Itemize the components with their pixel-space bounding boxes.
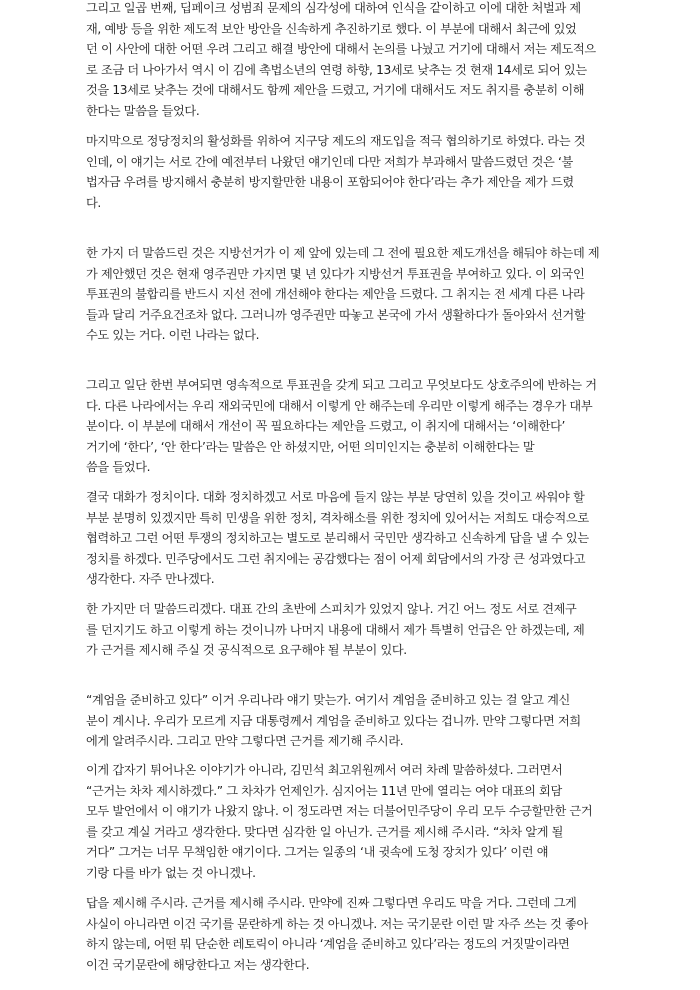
paragraph-district-party: 마지막으로 정당정치의 활성화를 위하여 지구당 제도의 재도입을 적극 협의하기로 하였다. 라는 것 인데, 이 얘기는 서로 간에 예전부터 나왔던 얘기인데 다만 저희가 부과해서 말씀드렸던 것은 ‘불 법자금 우려를 방지해서 충분히 방지할만한 내용이 포함되어야 한다’라는 추가 제안을 제가 드렸 다. — [86, 134, 586, 210]
paragraph-local-election: 한 가지 더 말씀드린 것은 지방선거가 이 제 앞에 있는데 그 전에 필요한 제도개선을 해둬야 하는데 제 가 제안했던 것은 현재 영주권만 가지면 몇 년 있다가 지방선거 투표권을 부여하고 있다. 이 외국인 투표권의 불합리를 반드시 지선 전에 개선해야 한다는 제안을 드렸다. 그 취지는 전 세계 다른 나라 들과 달리 거주요건조차 없다. 그러니까 영주권만 따놓고 본국에 가서 생활하다가 돌아와서 선거할 수도 있는 거다. 이런 나라는 없다. — [86, 246, 600, 342]
paragraph-opening-speech: 한 가지만 더 말씀드리겠다. 대표 간의 초반에 스피치가 있었지 않나. 거긴 어느 정도 서로 견제구 를 던지기도 하고 이렇게 하는 것이니까 나머지 내용에 대해서 제가 특별히 언급은 안 하겠는데, 제 가 근거를 제시해 주실 것 공식적으로 요구해야 될 부분이 있다. — [86, 602, 585, 657]
paragraph-dialogue-politics: 결국 대화가 정치이다. 대화 정치하겠고 서로 마음에 들지 않는 부분 당연히 있을 것이고 싸워야 할 부분 분명히 있겠지만 특히 민생을 위한 정치, 격차해소를 위한 정치에 있어서는 저희도 대승적으로 협력하고 그런 어떤 투쟁의 정치하고는 별도로 분리해서 국민만 생각하고 신속하게 답을 낼 수 있는 정치를 하겠다. 민주당에서도 그런 취지에는 공감했다는 점이 어제 회담에서의 가장 큰 성과였다고 생각한다. 자주 만나겠다. — [86, 490, 589, 586]
paragraph-conclusion: 답을 제시해 주시라. 근거를 제시해 주시라. 만약에 진짜 그렇다면 우리도 막을 거다. 그런데 그게 사실이 아니라면 이건 국기를 문란하게 하는 것 아니겠나. 저는 국기문란 이런 말 자주 쓰는 것 좋아 하지 않는데, 어떤 뭐 단순한 레토릭이 아니라 ‘계엄을 준비하고 있다’라는 정도의 거짓말이라면 이건 국기문란에 해당한다고 저는 생각한다. — [86, 896, 588, 972]
paragraph-deepfake: 그리고 일곱 번째, 딥페이크 성범죄 문제의 심각성에 대하여 인식을 같이하고 이에 대한 처벌과 제 재, 예방 등을 위한 제도적 보안 방안을 신속하게 추진하기로 했다. 이 부분에 대해서 최근에 있었 던 이 사안에 대한 어떤 우려 그리고 해결 방안에 대해서 논의를 나눴고 거기에 대해서 저는 제도적으 로 조금 더 나아가서 역시 이 김에 촉법소년의 연령 하향, 13세로 낮추는 것 현재 14세로 되어 있는 것을 13세로 낮추는 것에 대해서도 함께 제안을 드렸고, 거기에 대해서도 저도 취지를 충분히 이해 한다는 말씀을 들었다. — [86, 1, 596, 118]
paragraph-voting-rights: 그리고 일단 한번 부여되면 영속적으로 투표권을 갖게 되고 그리고 무엇보다도 상호주의에 반하는 거 다. 다른 나라에서는 우리 재외국민에 대해서 이렇게 안 해주는데 우리만 이렇게 해주는 경우가 대부 분이다. 이 부분에 대해서 개선이 꼭 필요하다는 제안을 드렸고, 이 취지에 대해서는 ‘이해한다’ 거기에 ‘한다’, ‘안 한다’라는 말씀은 안 하셨지만, 어떤 의미인지는 충분히 이해한다는 말 씀을 들었다. — [86, 378, 597, 474]
paragraph-evidence-request: 이게 갑자기 튀어나온 이야기가 아니라, 김민석 최고위원께서 여러 차례 말씀하셨다. 그러면서 “근거는 차차 제시하겠다.” 그 차차가 언제인가. 심지어는 11년 만에 열리는 여야 대표의 회담 모두 발언에서 이 얘기가 나왔지 않나. 이 정도라면 저는 더불어민주당이 우리 모두 수긍할만한 근거 를 갖고 계실 거라고 생각한다. 맞다면 심각한 일 아닌가. 근거를 제시해 주시라. “차차 알게 될 거다” 그거는 너무 무책임한 얘기이다. 그거는 일종의 ‘내 귓속에 도청 장치가 있다’ 이런 얘 기랑 다를 바가 없는 것 아니겠나. — [86, 763, 593, 880]
paragraph-martial-law-question: “계엄을 준비하고 있다” 이거 우리나라 얘기 맞는가. 여기서 계엄을 준비하고 있는 걸 알고 계신 분이 계시나. 우리가 모르게 지금 대통령께서 계엄을 준비하고 있다는 겁니까. 만약 그렇다면 저희 에게 알려주시라. 그리고 만약 그렇다면 근거를 제기해 주시라. — [86, 693, 581, 748]
